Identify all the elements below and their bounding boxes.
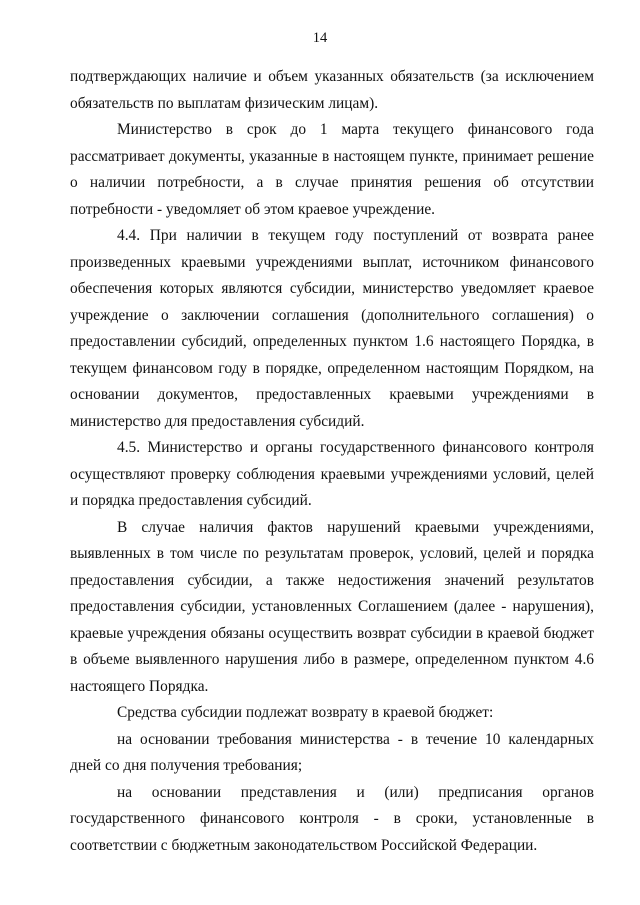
paragraph-return-ministry: на основании требования министерства - в течение 10 календарных дней со дня получения требования;	[70, 730, 594, 774]
paragraph-violations: В случае наличия фактов нарушений краевыми учреждениями, выявленных в том числе по результатам проверок, условий, целей и порядка предоставления субсидии, а также недостижения значений результатов предоставления субсидии, установленных Соглашением (далее - нарушения), краевые учреждения обязаны осуществить возврат субсидии в краевой бюджет в объеме выявленного нарушения либо в размере, определенном пунктом 4.6 настоящего Порядка.	[70, 518, 594, 695]
paragraph-continuation: подтверждающих наличие и объем указанных обязательств (за исключением обязательств по выплатам физическим лицам).	[70, 68, 594, 112]
paragraph-4-4: 4.4. При наличии в текущем году поступлений от возврата ранее произведенных краевыми учреждениями выплат, источником финансового обеспечения которых являются субсидии, министерство уведомляет краевое учреждение о заключении соглашения (дополнительного соглашения) о предоставлении субсидий, определенных пунктом 1.6 настоящего Порядка, в текущем финансовом году в порядке, определенном настоящим Порядком, на основании документов, предоставленных краевыми учреждениями в министерство для предоставления субсидий.	[70, 227, 594, 430]
paragraph-4-5: 4.5. Министерство и органы государственного финансового контроля осуществляют проверку соблюдения краевыми учреждениями условий, целей и порядка предоставления субсидий.	[70, 439, 594, 509]
paragraph-return-control: на основании представления и (или) предписания органов государственного финансового контроля - в сроки, установленные в соответствии с бюджетным законодательством Российской Федерации.	[70, 783, 594, 854]
paragraph-ministry-review: Министерство в срок до 1 марта текущего финансового года рассматривает документы, указанные в настоящем пункте, принимает решение о наличии потребности, а в случае принятия решения об отсутствии потребности - уведомляет об этом краевое учреждение.	[70, 121, 594, 218]
page-number: 14	[312, 30, 328, 46]
paragraph-return-intro: Средства субсидии подлежат возврату в краевой бюджет:	[117, 704, 494, 721]
document-body	[70, 64, 594, 859]
